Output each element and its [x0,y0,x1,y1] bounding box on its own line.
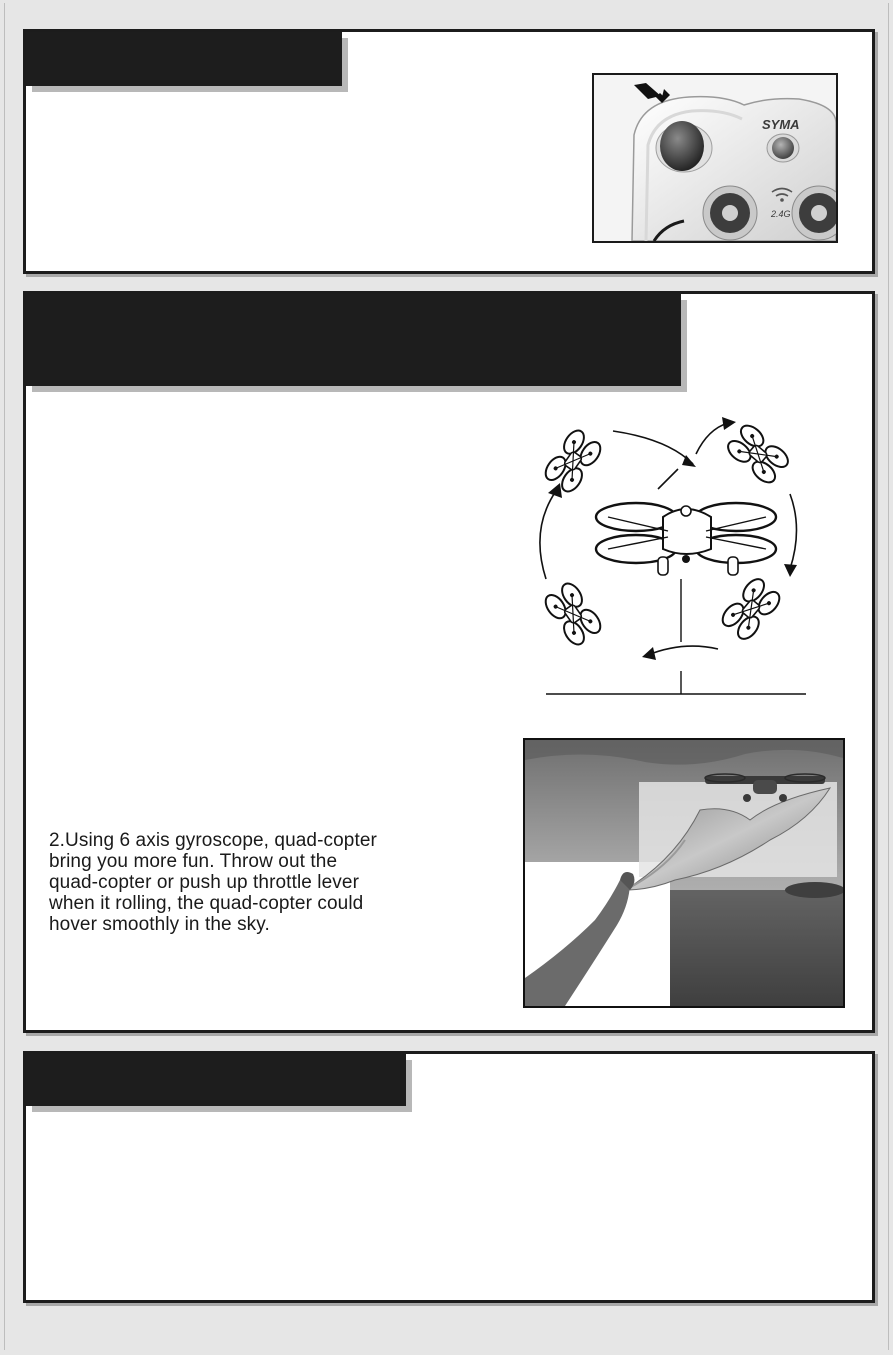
section-header-tab [26,1054,406,1106]
frequency-label: 2.4G [771,209,791,219]
drone-top-left [542,427,605,495]
controller-illustration [594,75,836,241]
drone-bottom-right [719,575,784,643]
paragraph-line: quad-copter or push up throttle lever [49,872,359,893]
section-controller [23,29,875,274]
throw-launch-photo [523,738,845,1008]
drone-top-right [724,422,792,487]
drone-bottom-left [542,580,605,648]
paragraph-line: hover smoothly in the sky. [49,914,270,935]
section-header-tab [26,294,681,386]
section-gyroscope [23,291,875,1033]
flip-diagram [518,409,818,699]
brand-logo: SYMA [762,117,800,132]
gyro-paragraph-2 [49,830,377,935]
paragraph-line: bring you more fun. Throw out the [49,851,338,872]
paragraph-line: when it rolling, the quad-copter could [49,893,364,914]
section-bottom [23,1051,875,1303]
paragraph-line: 2.Using 6 axis gyroscope, quad-copter [49,830,377,851]
section-header-tab [26,32,342,86]
controller-photo [592,73,838,243]
drone-center [596,503,776,575]
